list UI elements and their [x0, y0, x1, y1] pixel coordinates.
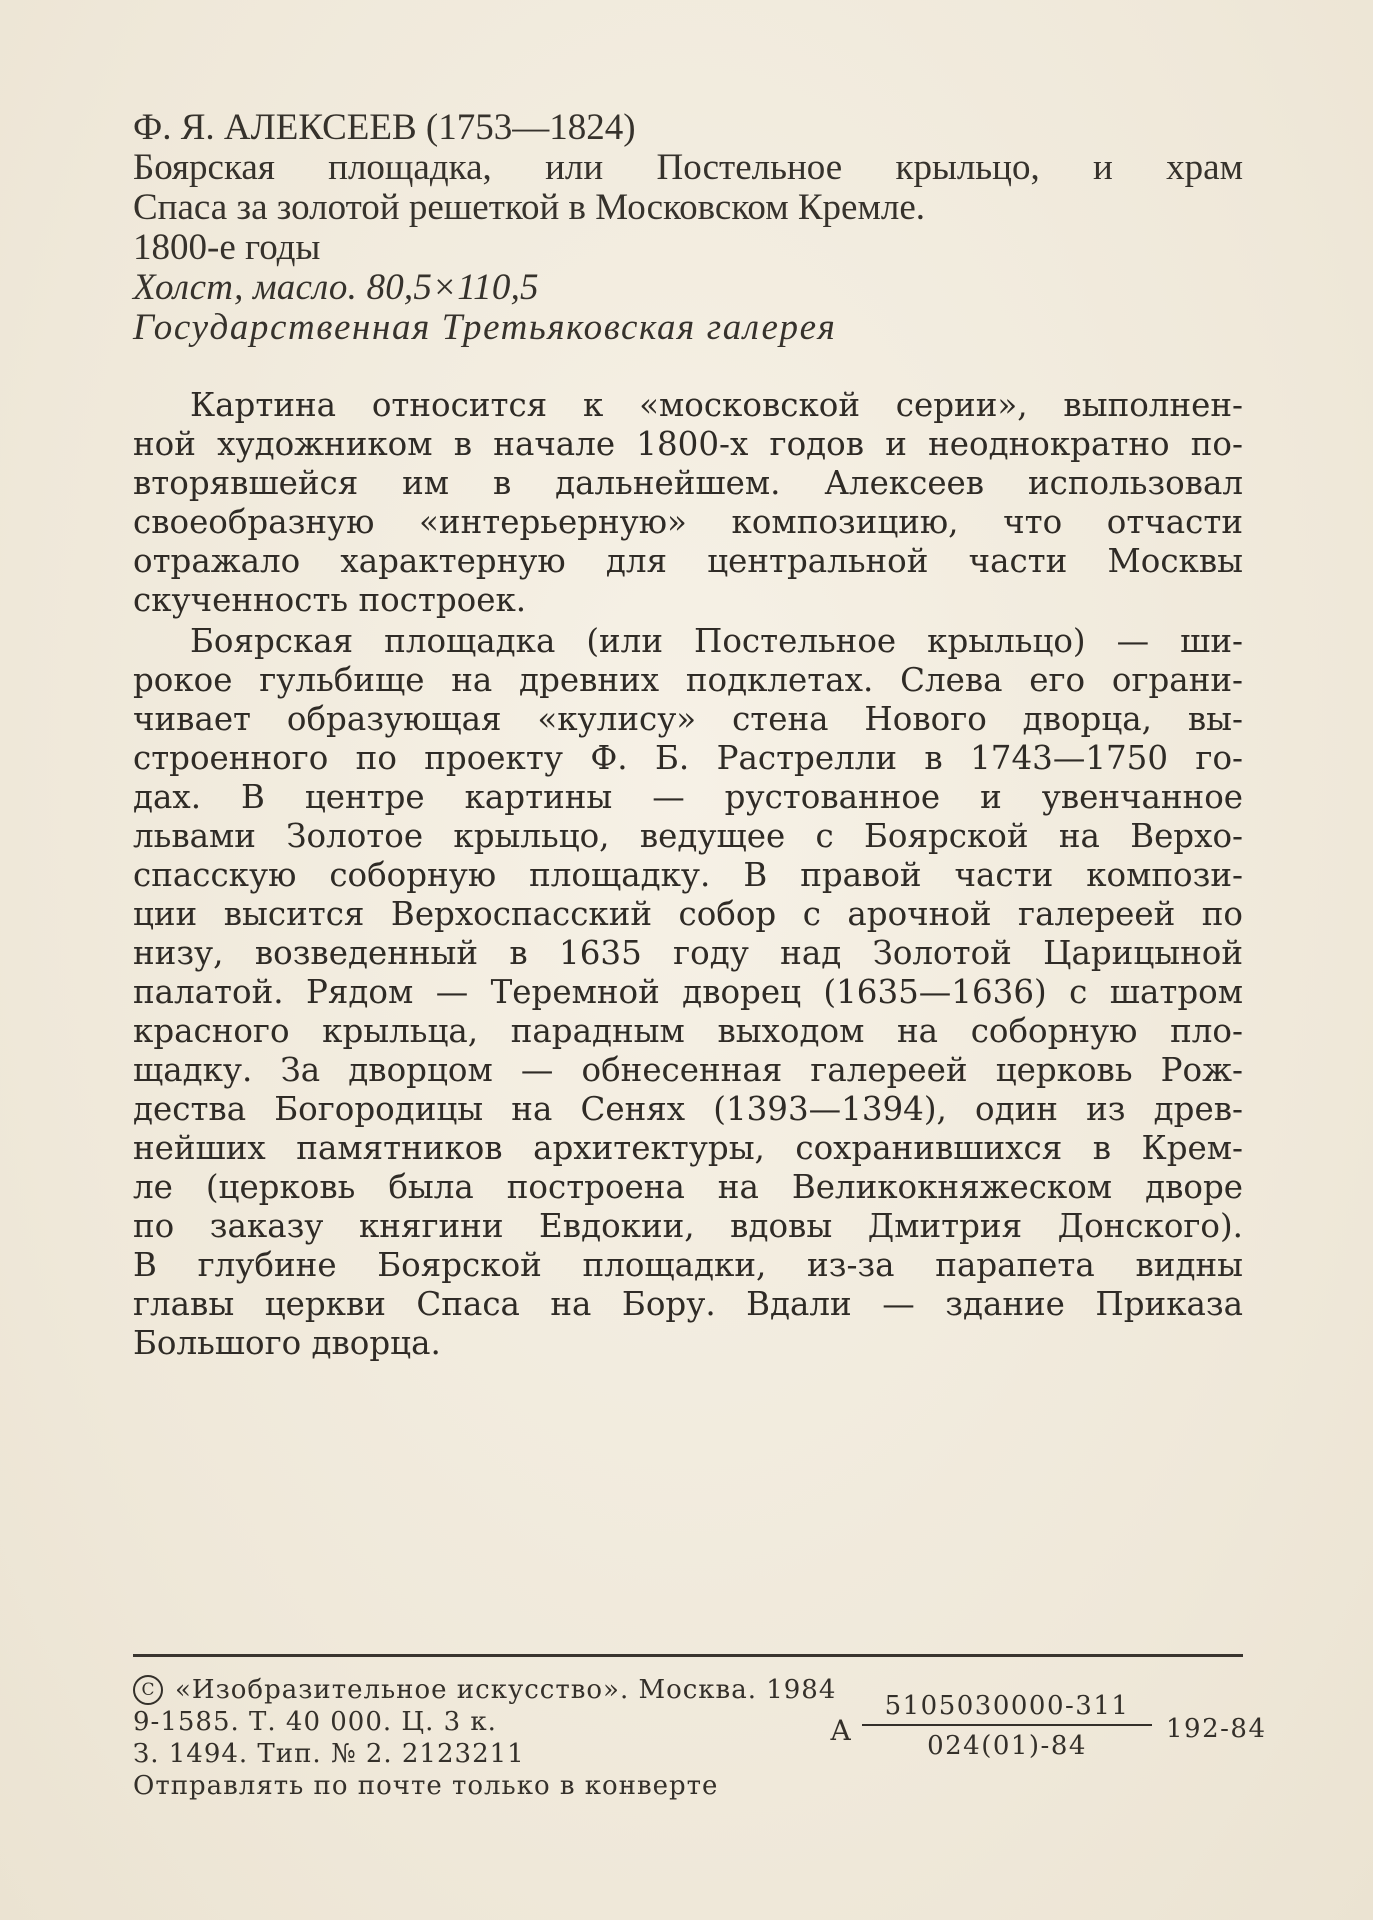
- text-line: чивает образующая «кулису» стена Нового дворца, вы-: [133, 700, 1243, 738]
- text-line: ции высится Верхоспасский собор с арочной галереей по: [133, 895, 1243, 933]
- text-line: Картина относится к «московской серии», выполнен-: [190, 386, 1243, 424]
- text-line: Большого дворца.: [133, 1324, 441, 1362]
- index-numerator: 5105030000-311: [884, 1691, 1130, 1721]
- index-denominator: 024(01)-84: [927, 1731, 1087, 1761]
- text-line: главы церкви Спаса на Бору. Вдали — здание Приказа: [133, 1285, 1243, 1323]
- paragraph-2: [133, 622, 1243, 1363]
- text-line: по заказу княгини Евдокии, вдовы Дмитрия Донского).: [133, 1207, 1243, 1245]
- index-prefix: А: [830, 1714, 853, 1747]
- text-line: щадку. За дворцом — обнесенная галереей церковь Рож-: [133, 1051, 1243, 1089]
- text-line: спасскую соборную площадку. В правой части компози-: [133, 856, 1243, 894]
- text-line: ле (церковь была построена на Великокняжеском дворе: [133, 1168, 1243, 1206]
- order-info: З. 1494. Тип. № 2. 2123211: [133, 1739, 525, 1769]
- footer-divider: [133, 1654, 1243, 1657]
- description-text: [133, 386, 1243, 1363]
- text-line: львами Золотое крыльцо, ведущее с Боярской на Верхо-: [133, 817, 1243, 855]
- artwork-collection: Государственная Третьяковская галерея: [133, 307, 837, 348]
- text-line: отражало характерную для центральной части Москвы: [133, 542, 1243, 580]
- text-line: палатой. Рядом — Теремной дворец (1635—1636) с шатром: [133, 973, 1243, 1011]
- artwork-date: 1800-е годы: [133, 227, 321, 268]
- text-line: вторявшейся им в дальнейшем. Алексеев использовал: [133, 464, 1243, 502]
- artwork-title-line-2: Спаса за золотой решеткой в Московском Кремле.: [133, 187, 926, 228]
- artwork-header: [133, 108, 1243, 348]
- text-line: своеобразную «интерьерную» композицию, что отчасти: [133, 503, 1243, 541]
- text-line: дества Богородицы на Сенях (1393—1394), один из древ-: [133, 1090, 1243, 1128]
- text-line: нейших памятников архитектуры, сохранившихся в Крем-: [133, 1129, 1243, 1167]
- text-line: низу, возведенный в 1635 году над Золотой Царицыной: [133, 934, 1243, 972]
- publisher-text: «Изобразительное искусство». Москва. 1984: [175, 1675, 837, 1705]
- index-suffix: 192-84: [1166, 1714, 1267, 1744]
- text-line: строенного по проекту Ф. Б. Растрелли в 1743—1750 го-: [133, 739, 1243, 777]
- text-line: дах. В центре картины — рустованное и увенчанное: [133, 778, 1243, 816]
- mailing-note: Отправлять по почте только в конверте: [133, 1771, 719, 1801]
- artwork-medium: Холст, масло. 80,5×110,5: [133, 267, 539, 308]
- text-line: скученность построек.: [133, 581, 527, 619]
- text-line: красного крыльца, парадным выходом на соборную пло-: [133, 1012, 1243, 1050]
- text-line: В глубине Боярской площадки, из-за парапета видны: [133, 1246, 1243, 1284]
- print-info: 9-1585. Т. 40 000. Ц. 3 к.: [133, 1707, 497, 1737]
- text-line: Боярская площадка (или Постельное крыльцо) — ши-: [190, 622, 1243, 660]
- author-name: Ф. Я. АЛЕКСЕЕВ (1753—1824): [133, 107, 636, 148]
- catalog-index: [830, 1690, 1267, 1770]
- artwork-title-line-1: Боярская площадка, или Постельное крыльцо, и храм: [133, 147, 1243, 188]
- copyright-icon: C: [133, 1675, 163, 1705]
- text-line: ной художником в начале 1800-х годов и неоднократно по-: [133, 425, 1243, 463]
- paragraph-1: [133, 386, 1243, 620]
- index-fraction: [862, 1690, 1152, 1762]
- fraction-bar: [862, 1724, 1152, 1726]
- text-line: рокое гульбище на древних подклетах. Слева его ограни-: [133, 661, 1243, 699]
